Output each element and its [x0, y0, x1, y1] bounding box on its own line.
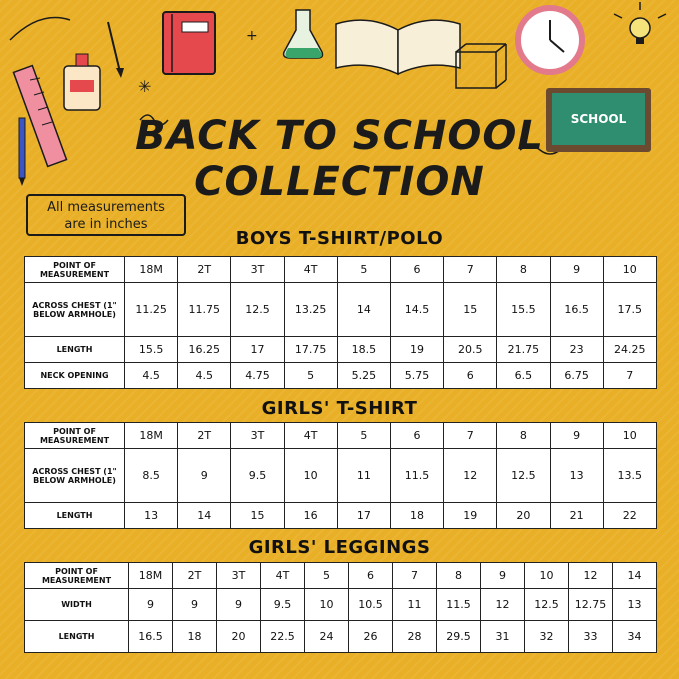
size-header-cell: 7 — [393, 563, 437, 589]
measurement-cell: 31 — [481, 621, 525, 653]
measurement-cell: 5.75 — [390, 363, 443, 389]
measurement-cell: 10 — [284, 449, 337, 503]
measurement-cell: 22 — [603, 503, 656, 529]
measurement-cell: 6.5 — [497, 363, 550, 389]
measurement-cell: 18 — [390, 503, 443, 529]
measurement-cell: 34 — [613, 621, 657, 653]
measurement-cell: 9 — [173, 589, 217, 621]
measurement-cell: 17 — [231, 337, 284, 363]
measurement-cell: 12.5 — [231, 283, 284, 337]
table-row — [25, 363, 657, 389]
girls-tshirt-size-table — [24, 422, 657, 529]
size-header-cell: 12 — [569, 563, 613, 589]
measurement-cell: 15 — [231, 503, 284, 529]
measurement-cell: 23 — [550, 337, 603, 363]
measurement-cell: 6.75 — [550, 363, 603, 389]
size-header-cell: 5 — [337, 423, 390, 449]
measurement-cell: 14 — [178, 503, 231, 529]
row-label-cell: LENGTH — [25, 503, 125, 529]
boys-section-title: BOYS T-SHIRT/POLO — [235, 228, 444, 249]
measurement-note-line-2: are in inches — [64, 217, 148, 232]
table-row — [25, 589, 657, 621]
notebook-icon — [163, 12, 215, 74]
row-label-cell: LENGTH — [25, 621, 129, 653]
measurement-cell: 13 — [613, 589, 657, 621]
measurement-cell: 26 — [349, 621, 393, 653]
page-title-line-1: BACK TO SCHOOL — [135, 113, 544, 159]
size-header-cell: 6 — [349, 563, 393, 589]
table-header-row — [25, 257, 657, 283]
size-header-cell: 18M — [125, 423, 178, 449]
size-header-cell: 9 — [550, 257, 603, 283]
size-header-cell: 8 — [497, 257, 550, 283]
row-label-cell: NECK OPENING — [25, 363, 125, 389]
measurement-cell: 16.25 — [178, 337, 231, 363]
size-header-cell: 5 — [337, 257, 390, 283]
girls-tshirt-section-title: GIRLS' T-SHIRT — [261, 398, 418, 419]
measurement-cell: 33 — [569, 621, 613, 653]
measurement-cell: 16.5 — [550, 283, 603, 337]
pencil-icon — [108, 22, 124, 78]
flask-icon — [284, 10, 323, 58]
header-label-cell: POINT OF MEASUREMENT — [25, 563, 129, 589]
size-header-cell: 7 — [444, 423, 497, 449]
size-header-cell: 3T — [231, 257, 284, 283]
measurement-cell: 11.75 — [178, 283, 231, 337]
size-header-cell: 8 — [497, 423, 550, 449]
glue-bottle-icon — [64, 54, 100, 110]
measurement-cell: 20 — [497, 503, 550, 529]
girls-leggings-section-title: GIRLS' LEGGINGS — [248, 537, 431, 558]
measurement-cell: 7 — [603, 363, 656, 389]
table-row — [25, 449, 657, 503]
size-header-cell: 7 — [444, 257, 497, 283]
size-header-cell: 9 — [550, 423, 603, 449]
size-header-cell: 18M — [129, 563, 173, 589]
measurement-cell: 5.25 — [337, 363, 390, 389]
measurement-cell: 4.5 — [178, 363, 231, 389]
measurement-cell: 29.5 — [437, 621, 481, 653]
size-header-cell: 3T — [231, 423, 284, 449]
scribble-icon — [10, 18, 70, 41]
measurement-cell: 4.5 — [125, 363, 178, 389]
lightbulb-icon — [614, 2, 666, 44]
measurement-cell: 17.5 — [603, 283, 656, 337]
measurement-cell: 9 — [178, 449, 231, 503]
measurement-cell: 9.5 — [231, 449, 284, 503]
measurement-cell: 11 — [393, 589, 437, 621]
measurement-cell: 12.5 — [497, 449, 550, 503]
measurement-cell: 6 — [444, 363, 497, 389]
table-row — [25, 503, 657, 529]
measurement-cell: 28 — [393, 621, 437, 653]
measurement-cell: 13 — [550, 449, 603, 503]
measurement-cell: 18.5 — [337, 337, 390, 363]
measurement-cell: 9.5 — [261, 589, 305, 621]
measurement-cell: 9 — [217, 589, 261, 621]
girls-leggings-size-table — [24, 562, 657, 653]
cube-icon — [456, 44, 506, 88]
measurement-cell: 15.5 — [497, 283, 550, 337]
boys-size-table — [24, 256, 657, 389]
measurement-cell: 5 — [284, 363, 337, 389]
measurement-cell: 19 — [444, 503, 497, 529]
page-title-line-2: COLLECTION — [194, 159, 485, 205]
size-header-cell: 2T — [178, 423, 231, 449]
measurement-cell: 17 — [337, 503, 390, 529]
measurement-cell: 4.75 — [231, 363, 284, 389]
measurement-cell: 20.5 — [444, 337, 497, 363]
measurement-cell: 16 — [284, 503, 337, 529]
alarm-clock-icon — [518, 8, 582, 72]
size-header-cell: 6 — [390, 257, 443, 283]
row-label-cell: ACROSS CHEST (1" BELOW ARMHOLE) — [25, 283, 125, 337]
measurement-cell: 12.75 — [569, 589, 613, 621]
measurement-cell: 9 — [129, 589, 173, 621]
open-book-icon — [336, 20, 460, 74]
measurement-cell: 14 — [337, 283, 390, 337]
measurement-cell: 20 — [217, 621, 261, 653]
measurement-cell: 17.75 — [284, 337, 337, 363]
row-label-cell: ACROSS CHEST (1" BELOW ARMHOLE) — [25, 449, 125, 503]
measurement-cell: 13.5 — [603, 449, 656, 503]
measurement-cell: 10 — [305, 589, 349, 621]
table-header-row — [25, 423, 657, 449]
size-header-cell: 4T — [261, 563, 305, 589]
table-row — [25, 283, 657, 337]
size-header-cell: 14 — [613, 563, 657, 589]
star-icon: ✳ — [138, 77, 152, 96]
measurement-cell: 11 — [337, 449, 390, 503]
measurement-cell: 14.5 — [390, 283, 443, 337]
measurement-cell: 22.5 — [261, 621, 305, 653]
size-header-cell: 5 — [305, 563, 349, 589]
row-label-cell: WIDTH — [25, 589, 129, 621]
measurement-cell: 11.5 — [437, 589, 481, 621]
plus-icon: + — [246, 28, 258, 44]
measurement-cell: 12.5 — [525, 589, 569, 621]
size-header-cell: 10 — [525, 563, 569, 589]
size-header-cell: 4T — [284, 257, 337, 283]
measurement-cell: 32 — [525, 621, 569, 653]
measurement-cell: 21.75 — [497, 337, 550, 363]
size-header-cell: 6 — [390, 423, 443, 449]
measurement-cell: 19 — [390, 337, 443, 363]
measurement-cell: 11.5 — [390, 449, 443, 503]
measurement-cell: 24 — [305, 621, 349, 653]
measurement-cell: 10.5 — [349, 589, 393, 621]
measurement-cell: 15.5 — [125, 337, 178, 363]
measurement-cell: 12 — [481, 589, 525, 621]
measurement-note-line-1: All measurements — [47, 200, 165, 215]
chalkboard-label: SCHOOL — [552, 93, 645, 145]
measurement-cell: 11.25 — [125, 283, 178, 337]
measurement-cell: 18 — [173, 621, 217, 653]
measurement-cell: 16.5 — [129, 621, 173, 653]
size-header-cell: 2T — [178, 257, 231, 283]
table-row — [25, 337, 657, 363]
size-header-cell: 3T — [217, 563, 261, 589]
measurement-cell: 15 — [444, 283, 497, 337]
table-row — [25, 621, 657, 653]
size-header-cell: 18M — [125, 257, 178, 283]
size-header-cell: 10 — [603, 423, 656, 449]
size-header-cell: 10 — [603, 257, 656, 283]
measurement-cell: 24.25 — [603, 337, 656, 363]
size-header-cell: 2T — [173, 563, 217, 589]
measurement-cell: 13.25 — [284, 283, 337, 337]
table-header-row — [25, 563, 657, 589]
row-label-cell: LENGTH — [25, 337, 125, 363]
measurement-cell: 12 — [444, 449, 497, 503]
header-label-cell: POINT OF MEASUREMENT — [25, 257, 125, 283]
measurement-cell: 8.5 — [125, 449, 178, 503]
size-header-cell: 8 — [437, 563, 481, 589]
measurement-cell: 13 — [125, 503, 178, 529]
size-header-cell: 9 — [481, 563, 525, 589]
size-header-cell: 4T — [284, 423, 337, 449]
header-label-cell: POINT OF MEASUREMENT — [25, 423, 125, 449]
measurement-cell: 21 — [550, 503, 603, 529]
